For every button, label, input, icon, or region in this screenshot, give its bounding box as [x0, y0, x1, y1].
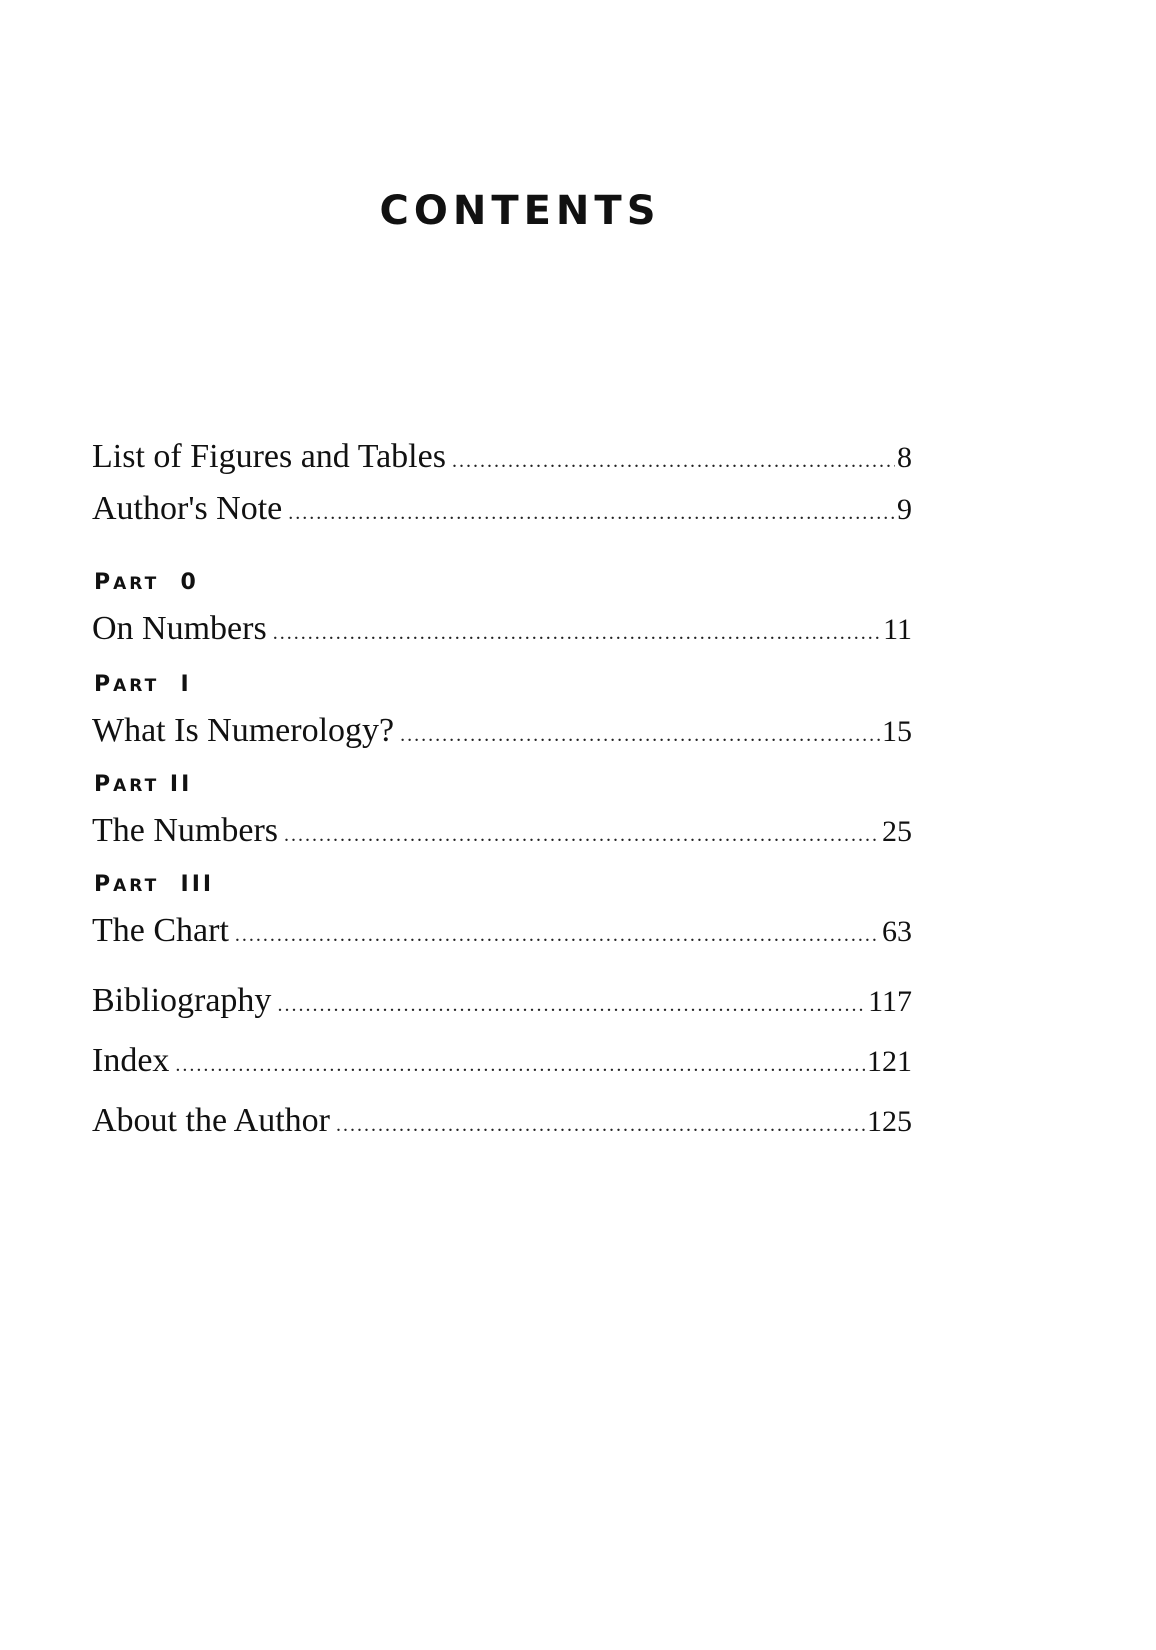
toc-entry-label: About the Author: [92, 1102, 330, 1139]
toc-entry-list-of-figures[interactable]: [92, 438, 912, 476]
toc-entry-label: Bibliography: [92, 982, 272, 1019]
toc-entry-page: 125: [867, 1105, 912, 1138]
dot-leader: [284, 824, 880, 847]
toc-entry-page: 117: [868, 985, 912, 1018]
toc-entry-about-the-author[interactable]: [92, 1102, 912, 1140]
toc-entry-authors-note[interactable]: [92, 490, 912, 528]
toc-entry-label: What Is Numerology?: [92, 712, 395, 749]
toc-entry-page: 8: [897, 441, 912, 474]
toc-entry-page: 15: [882, 715, 912, 748]
toc-entry-page: 63: [882, 915, 912, 948]
toc-entry-index[interactable]: [92, 1042, 912, 1080]
toc-entry-label: Author's Note: [92, 490, 283, 527]
dot-leader: [452, 450, 895, 473]
toc-entry-label: Index: [92, 1042, 170, 1079]
toc-entry-label: The Numbers: [92, 812, 279, 849]
dot-leader: [273, 622, 881, 645]
part-heading-0: PART 0: [94, 570, 199, 595]
toc-entry-label: The Chart: [92, 912, 229, 949]
toc-entry-the-chart[interactable]: [92, 912, 912, 950]
dot-leader: [336, 1114, 865, 1137]
toc-entry-page: 11: [883, 613, 912, 646]
toc-entry-label: List of Figures and Tables: [92, 438, 446, 475]
toc-entry-label: On Numbers: [92, 610, 267, 647]
dot-leader: [400, 724, 880, 747]
dot-leader: [288, 502, 895, 525]
dot-leader: [235, 924, 880, 947]
toc-entry-page: 25: [882, 815, 912, 848]
dot-leader: [175, 1054, 865, 1077]
page-title: CONTENTS: [379, 188, 661, 234]
toc-entry-page: 121: [867, 1045, 912, 1078]
toc-entry-bibliography[interactable]: [92, 982, 912, 1020]
toc-entry-the-numbers[interactable]: [92, 812, 912, 850]
part-heading-ii: PART II: [94, 772, 193, 797]
toc-entry-page: 9: [897, 493, 912, 526]
dot-leader: [277, 994, 866, 1017]
part-heading-iii: PART III: [94, 872, 215, 897]
toc-entry-what-is-numerology[interactable]: [92, 712, 912, 750]
toc-entry-on-numbers[interactable]: [92, 610, 912, 648]
part-heading-i: PART I: [94, 672, 192, 697]
